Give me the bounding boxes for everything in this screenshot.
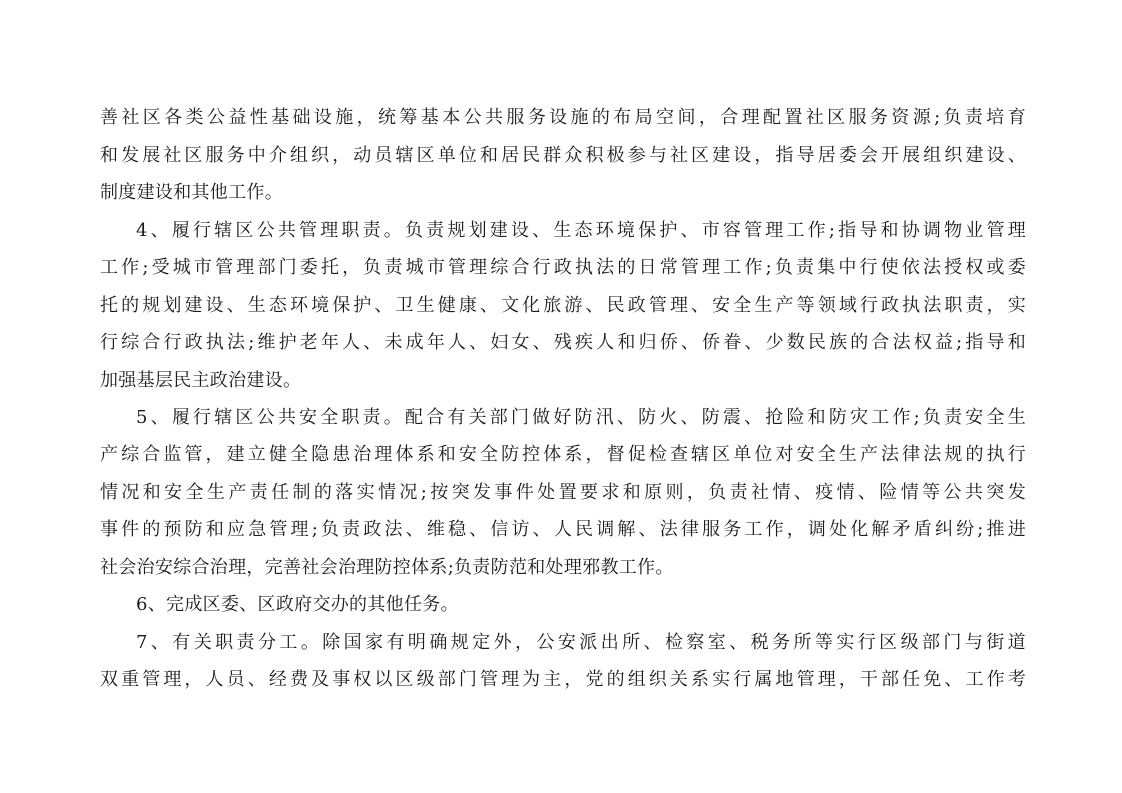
- paragraph-6-line: 6、完成区委、区政府交办的其他任务。: [136, 594, 459, 615]
- text-line: 制度建设和其他工作。: [100, 182, 283, 203]
- text-line: 加强基层民主政治建设。: [100, 370, 302, 391]
- text-line: 工作;受城市管理部门委托，负责城市管理综合行政执法的日常管理工作;负责集中行使依法授权或委: [100, 257, 1026, 278]
- text-line: 行综合行政执法;维护老年人、未成年人、妇女、残疾人和归侨、侨眷、少数民族的合法权益;指导和: [100, 332, 1026, 353]
- text-line: 托的规划建设、生态环境保护、卫生健康、文化旅游、民政管理、安全生产等领域行政执法职责，实: [100, 295, 1026, 316]
- paragraph-7-first-line: 7、有关职责分工。除国家有明确规定外，公安派出所、检察室、税务所等实行区级部门与街道: [136, 632, 1026, 653]
- text-line: 产综合监管，建立健全隐患治理体系和安全防控体系，督促检查辖区单位对安全生产法律法规的执行: [100, 444, 1026, 465]
- text-line: 善社区各类公益性基础设施，统筹基本公共服务设施的布局空间，合理配置社区服务资源;负责培育: [100, 107, 1026, 128]
- text-line: 社会治安综合治理，完善社会治理防控体系;负责防范和处理邪教工作。: [100, 557, 674, 578]
- text-line: 情况和安全生产责任制的落实情况;按突发事件处置要求和原则，负责社情、疫情、险情等公共突发: [100, 482, 1026, 503]
- text-line: 双重管理，人员、经费及事权以区级部门管理为主，党的组织关系实行属地管理，干部任免、工作考: [100, 669, 1026, 690]
- paragraph-4-first-line: 4、履行辖区公共管理职责。负责规划建设、生态环境保护、市容管理工作;指导和协调物业管理: [136, 220, 1026, 241]
- text-line: 和发展社区服务中介组织，动员辖区单位和居民群众积极参与社区建设，指导居委会开展组织建设、: [100, 145, 1026, 166]
- text-line: 事件的预防和应急管理;负责政法、维稳、信访、人民调解、法律服务工作，调处化解矛盾纠纷;推进: [100, 519, 1026, 540]
- paragraph-5-first-line: 5、履行辖区公共安全职责。配合有关部门做好防汛、防火、防震、抢险和防灾工作;负责安全生: [136, 407, 1026, 428]
